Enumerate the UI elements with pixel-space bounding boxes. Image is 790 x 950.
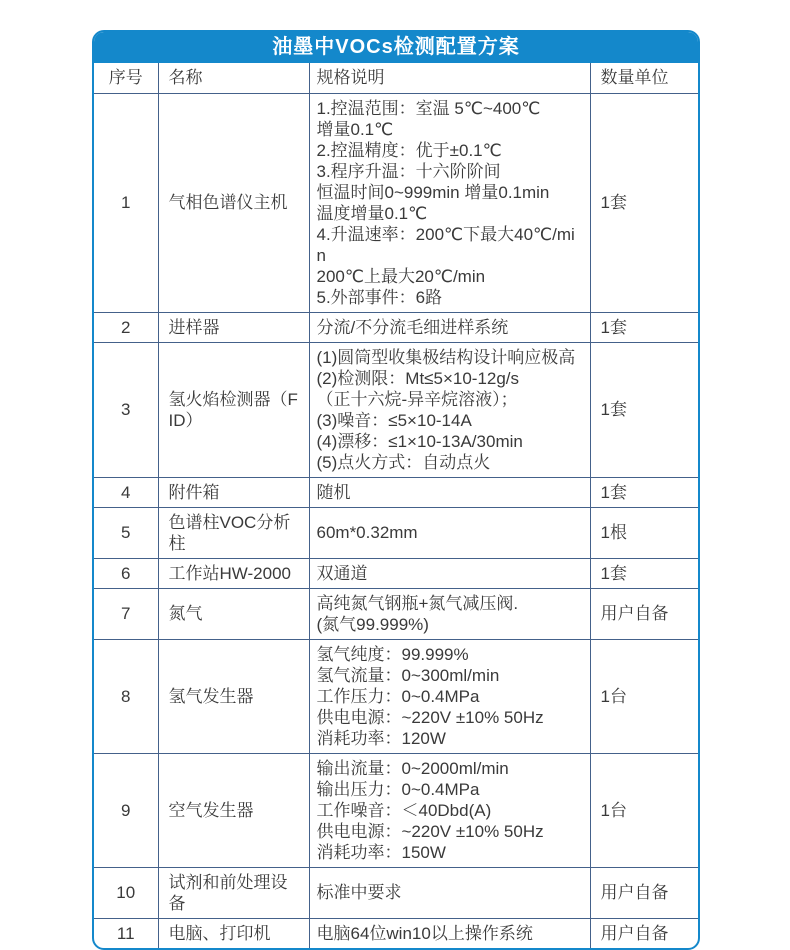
- spec-line: 2.控温精度：优于±0.1℃: [316, 140, 502, 160]
- spec-line: (2)检测限：Mt≤5×10-12g/s: [316, 368, 520, 388]
- cell-seq: 8: [94, 639, 158, 753]
- table-row: [94, 639, 698, 753]
- table-row: [94, 753, 698, 867]
- table-row: [94, 558, 698, 588]
- spec-line: （正十六烷-异辛烷溶液）；: [316, 389, 518, 409]
- spec-table: [94, 63, 698, 948]
- spec-line: 输出流量：0~2000ml/min: [316, 758, 509, 778]
- cell-qty: 用户自备: [590, 588, 698, 639]
- spec-line: 双通道: [316, 563, 368, 583]
- cell-spec: [309, 312, 590, 342]
- spec-line: 电脑64位win10以上操作系统: [316, 923, 533, 943]
- cell-seq: 10: [94, 867, 158, 918]
- spec-line: 5.外部事件：6路: [316, 287, 443, 307]
- spec-line: 3.程序升温：十六阶阶间: [316, 161, 501, 181]
- header-name: 名称: [158, 63, 309, 93]
- table-row: [94, 507, 698, 558]
- cell-qty: 用户自备: [590, 867, 698, 918]
- cell-spec: [309, 477, 590, 507]
- spec-line: 恒温时间0~999min 增量0.1min: [316, 182, 550, 202]
- cell-spec: [309, 558, 590, 588]
- cell-name: 色谱柱VOC分析柱: [158, 507, 309, 558]
- cell-qty: 用户自备: [590, 918, 698, 948]
- cell-seq: 7: [94, 588, 158, 639]
- cell-name: 试剂和前处理设备: [158, 867, 309, 918]
- spec-line: 消耗功率：120W: [316, 728, 446, 748]
- cell-name: 进样器: [158, 312, 309, 342]
- spec-line: 4.升温速率：200℃下最大40℃/min: [316, 224, 575, 265]
- cell-name: 空气发生器: [158, 753, 309, 867]
- spec-table-panel: [92, 30, 700, 950]
- header-qty: 数量单位: [590, 63, 698, 93]
- cell-seq: 9: [94, 753, 158, 867]
- table-row: [94, 312, 698, 342]
- spec-line: 200℃上最大20℃/min: [316, 266, 486, 286]
- spec-line: 供电电源：~220V ±10% 50Hz: [316, 707, 544, 727]
- spec-line: 消耗功率：150W: [316, 842, 446, 862]
- cell-spec: [309, 342, 590, 477]
- cell-qty: 1台: [590, 639, 698, 753]
- cell-qty: 1套: [590, 342, 698, 477]
- table-body: [94, 93, 698, 948]
- spec-line: 温度增量0.1℃: [316, 203, 428, 223]
- spec-line: (1)圆筒型收集极结构设计响应极高: [316, 347, 576, 367]
- cell-spec: [309, 753, 590, 867]
- spec-line: 高纯氮气钢瓶+氮气减压阀.: [316, 593, 519, 613]
- table-row: [94, 477, 698, 507]
- cell-name: 氮气: [158, 588, 309, 639]
- spec-line: 60m*0.32mm: [316, 523, 418, 542]
- spec-line: 供电电源：~220V ±10% 50Hz: [316, 821, 544, 841]
- table-row: [94, 342, 698, 477]
- cell-spec: [309, 918, 590, 948]
- spec-line: 输出压力：0~0.4MPa: [316, 779, 480, 799]
- header-seq: 序号: [94, 63, 158, 93]
- cell-seq: 1: [94, 93, 158, 312]
- header-spec: 规格说明: [309, 63, 590, 93]
- cell-name: 电脑、打印机: [158, 918, 309, 948]
- cell-spec: [309, 867, 590, 918]
- spec-line: 增量0.1℃: [316, 119, 394, 139]
- table-row: [94, 588, 698, 639]
- table-row: [94, 93, 698, 312]
- spec-line: (氮气99.999%): [316, 614, 429, 634]
- cell-name: 氢火焰检测器（FID）: [158, 342, 309, 477]
- cell-seq: 5: [94, 507, 158, 558]
- cell-name: 工作站HW-2000: [158, 558, 309, 588]
- cell-name: 附件箱: [158, 477, 309, 507]
- spec-line: 工作噪音：＜40Dbd(A): [316, 800, 492, 820]
- cell-qty: 1套: [590, 558, 698, 588]
- cell-seq: 6: [94, 558, 158, 588]
- spec-line: 分流/不分流毛细进样系统: [316, 317, 509, 337]
- cell-spec: [309, 93, 590, 312]
- table-row: [94, 867, 698, 918]
- spec-line: 工作压力：0~0.4MPa: [316, 686, 480, 706]
- cell-name: 气相色谱仪主机: [158, 93, 309, 312]
- cell-seq: 11: [94, 918, 158, 948]
- spec-line: (5)点火方式：自动点火: [316, 452, 491, 472]
- cell-seq: 2: [94, 312, 158, 342]
- spec-line: 氢气纯度：99.999%: [316, 644, 469, 664]
- cell-qty: 1台: [590, 753, 698, 867]
- cell-seq: 3: [94, 342, 158, 477]
- table-row: [94, 918, 698, 948]
- cell-spec: [309, 588, 590, 639]
- cell-qty: 1根: [590, 507, 698, 558]
- cell-qty: 1套: [590, 477, 698, 507]
- cell-qty: 1套: [590, 93, 698, 312]
- spec-line: 1.控温范围：室温 5℃~400℃: [316, 98, 541, 118]
- cell-spec: [309, 507, 590, 558]
- cell-name: 氢气发生器: [158, 639, 309, 753]
- cell-seq: 4: [94, 477, 158, 507]
- table-title: 油墨中VOCs检测配置方案: [94, 32, 698, 63]
- spec-line: 随机: [316, 482, 351, 502]
- cell-qty: 1套: [590, 312, 698, 342]
- header-row: [94, 63, 698, 93]
- spec-line: 标准中要求: [316, 883, 402, 902]
- spec-line: (3)噪音：≤5×10-14A: [316, 410, 472, 430]
- cell-spec: [309, 639, 590, 753]
- spec-line: (4)漂移：≤1×10-13A/30min: [316, 431, 523, 451]
- spec-line: 氢气流量：0~300ml/min: [316, 665, 500, 685]
